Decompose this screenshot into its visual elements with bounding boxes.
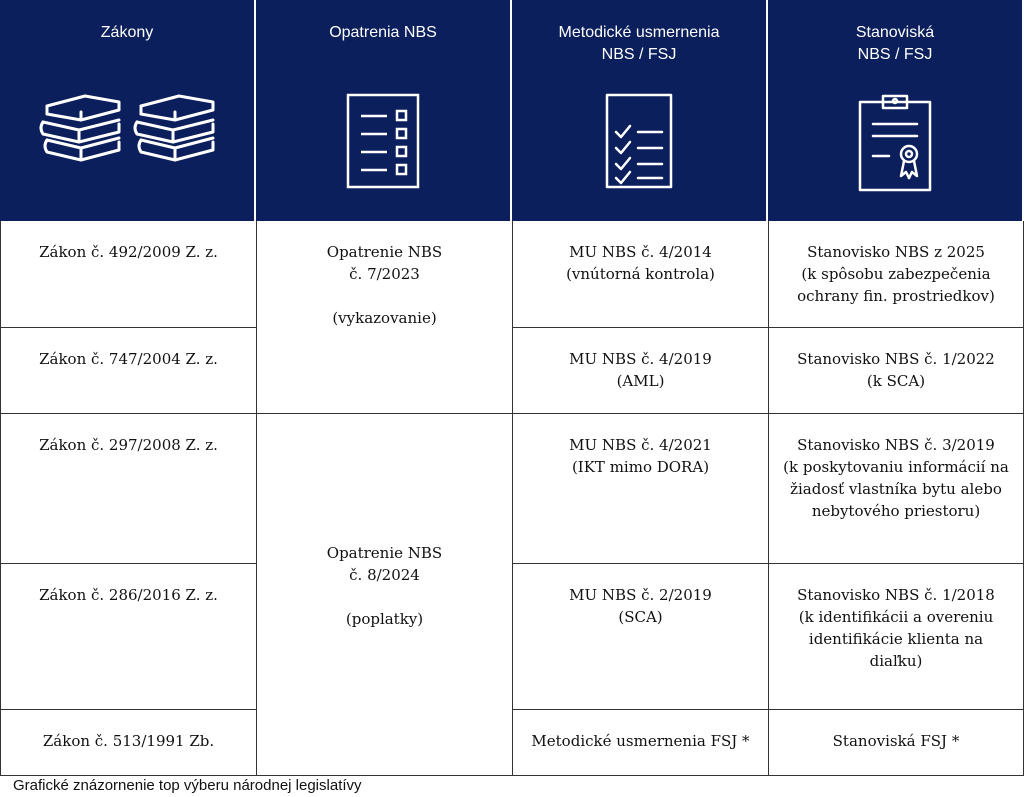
stanovisko-line: žiadosť vlastníka bytu alebo [790,480,1002,498]
stanovisko-line: identifikácie klienta na [808,630,984,648]
checklist-icon [345,92,421,190]
law-cell [0,328,256,414]
metodicke-cell [512,328,768,414]
header-stanoviska-label-1: Stanoviská [855,24,935,41]
law-cell [0,710,256,776]
metodicke-title: MU NBS č. 4/2014 [569,243,712,261]
law-cell [0,414,256,564]
stanovisko-line: (k spôsobu zabezpečenia [801,265,991,283]
header-opatrenia-label: Opatrenia NBS [329,24,437,41]
stanovisko-line: (k poskytovaniu informácií na [783,458,1009,476]
stanovisko-line: diaľku) [869,652,923,670]
stanovisko-cell [768,414,1024,564]
stanovisko-line: ochrany fin. prostriedkov) [797,287,995,305]
stanovisko-title: Stanoviská FSJ * [832,732,960,750]
header-metodicke-label-1: Metodické usmernenia [558,24,720,41]
metodicke-cell [512,221,768,328]
stanovisko-title: Stanovisko NBS č. 1/2018 [797,586,995,604]
metodicke-cell [512,564,768,710]
metodicke-title: MU NBS č. 2/2019 [569,586,712,604]
metodicke-title: Metodické usmernenia FSJ * [531,732,750,750]
header-opatrenia [256,0,512,221]
opatrenie-title: Opatrenie NBS [326,243,443,261]
opatrenie-title: Opatrenie NBS [326,544,443,562]
opatrenie-number: č. 7/2023 [349,265,420,283]
metodicke-topic: (SCA) [618,608,663,626]
law-text: Zákon č. 747/2004 Z. z. [39,350,218,368]
header-metodicke [512,0,768,221]
law-cell [0,221,256,328]
header-zakony [0,0,256,221]
stanovisko-title: Stanovisko NBS č. 3/2019 [797,436,995,454]
header-metodicke-label-2: NBS / FSJ [601,46,677,63]
stanovisko-title: Stanovisko NBS z 2025 [807,243,985,261]
stanovisko-line: nebytového priestoru) [811,502,981,520]
clipboard-certificate-icon [857,92,933,192]
stanovisko-cell [768,710,1024,776]
figure-caption: Grafické znázornenie top výberu národnej legislatívy [13,777,362,794]
law-text: Zákon č. 492/2009 Z. z. [39,243,218,261]
header-zakony-label: Zákony [100,24,154,41]
stanovisko-title: Stanovisko NBS č. 1/2022 [797,350,995,368]
metodicke-cell [512,710,768,776]
metodicke-topic: (AML) [616,372,665,390]
opatrenie-topic: (vykazovanie) [332,309,437,327]
metodicke-topic: (IKT mimo DORA) [571,458,710,476]
header-stanoviska-label-2: NBS / FSJ [857,46,933,63]
stanovisko-cell [768,221,1024,328]
law-text: Zákon č. 297/2008 Z. z. [39,436,218,454]
stanovisko-line: (k identifikácii a overeniu [798,608,994,626]
header-stanoviska [768,0,1024,221]
law-text: Zákon č. 286/2016 Z. z. [39,586,218,604]
law-text: Zákon č. 513/1991 Zb. [42,732,215,750]
metodicke-title: MU NBS č. 4/2021 [569,436,712,454]
metodicke-title: MU NBS č. 4/2019 [569,350,712,368]
stanovisko-line: (k SCA) [866,372,926,390]
opatrenie-cell [256,221,512,414]
opatrenie-cell [256,414,512,776]
stanovisko-cell [768,564,1024,710]
stanovisko-cell [768,328,1024,414]
books-icon [35,92,219,162]
metodicke-topic: (vnútorná kontrola) [566,265,715,283]
law-cell [0,564,256,710]
metodicke-cell [512,414,768,564]
checkmark-list-icon [604,92,674,190]
opatrenie-number: č. 8/2024 [349,566,420,584]
opatrenie-topic: (poplatky) [345,610,424,628]
